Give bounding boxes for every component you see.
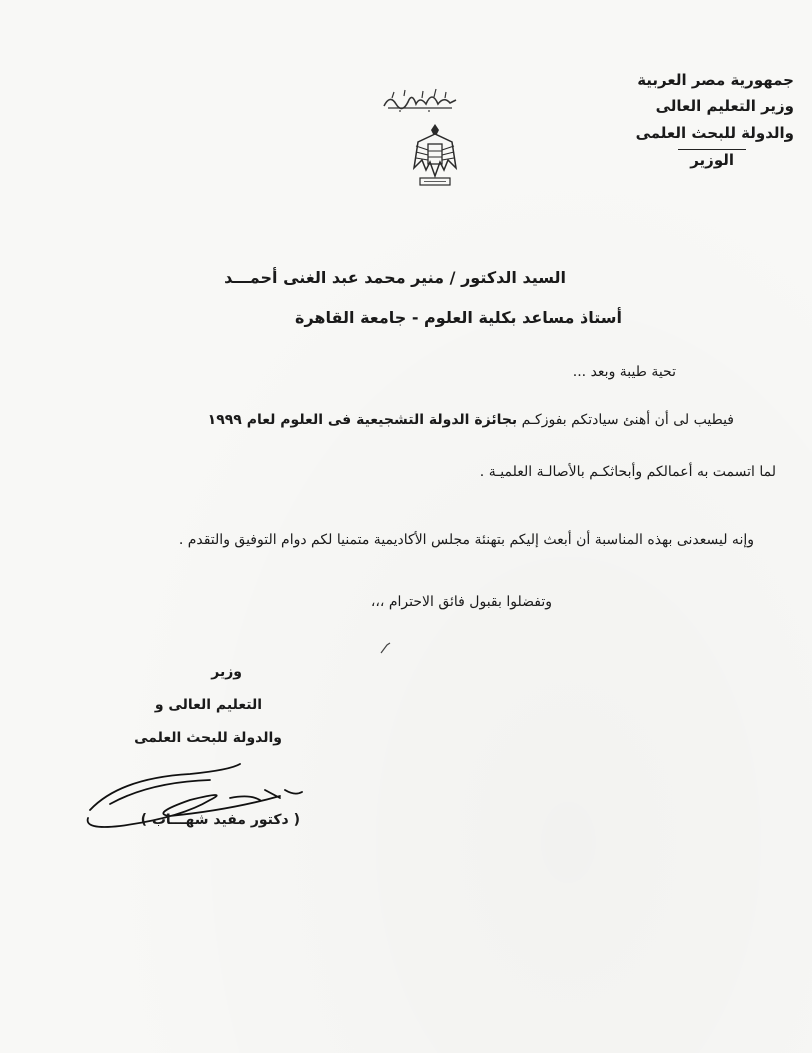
pen-mark-icon (378, 640, 394, 656)
recipient-name: السيد الدكتور / منير محمد عبد الغنى أحمـــد (224, 268, 566, 287)
paragraph-congratulations: وإنه ليسعدنى بهذه المناسبة أن أبعث إليكم بتهنئة مجلس الأكاديمية متمنيا لكم دوام التوفيق والتقدم . (178, 532, 754, 548)
signature-title-education: التعليم العالى و (154, 697, 262, 713)
closing-line: وتفضلوا بقبول فائق الاحترام ،،، (370, 594, 552, 610)
paragraph-award-prefix: فيطيب لى أن أهنئ سيادتكم بفوزكـم (521, 412, 734, 428)
header-country: جمهورية مصر العربية (637, 71, 794, 89)
award-title: بجائزة الدولة التشجيعية فى العلوم لعام ١٩٩٩ (207, 412, 518, 428)
header-minister-label: الوزير (678, 149, 746, 171)
signatory-name: ( دكتور مفيد شهـــاب ) (140, 812, 300, 828)
recipient-position: أستاذ مساعد بكلية العلوم - جامعة القاهرة (295, 308, 622, 327)
header-ministry: وزير التعليم العالى (655, 97, 794, 115)
signature-title-minister: وزير (211, 664, 242, 680)
paragraph-merit: لما اتسمت به أعمالكم وأبحاثكـم بالأصالـة العلميـة . (479, 464, 776, 480)
eagle-emblem-icon (410, 120, 460, 190)
paragraph-award (208, 412, 734, 428)
greeting: تحية طيبة وبعد ... (572, 364, 676, 380)
signature-title-research: والدولة للبحث العلمى (134, 730, 282, 746)
header-minister (678, 149, 746, 171)
header-research: والدولة للبحث العلمى (635, 124, 794, 142)
signature-icon (80, 760, 320, 840)
basmala-icon (382, 86, 458, 114)
